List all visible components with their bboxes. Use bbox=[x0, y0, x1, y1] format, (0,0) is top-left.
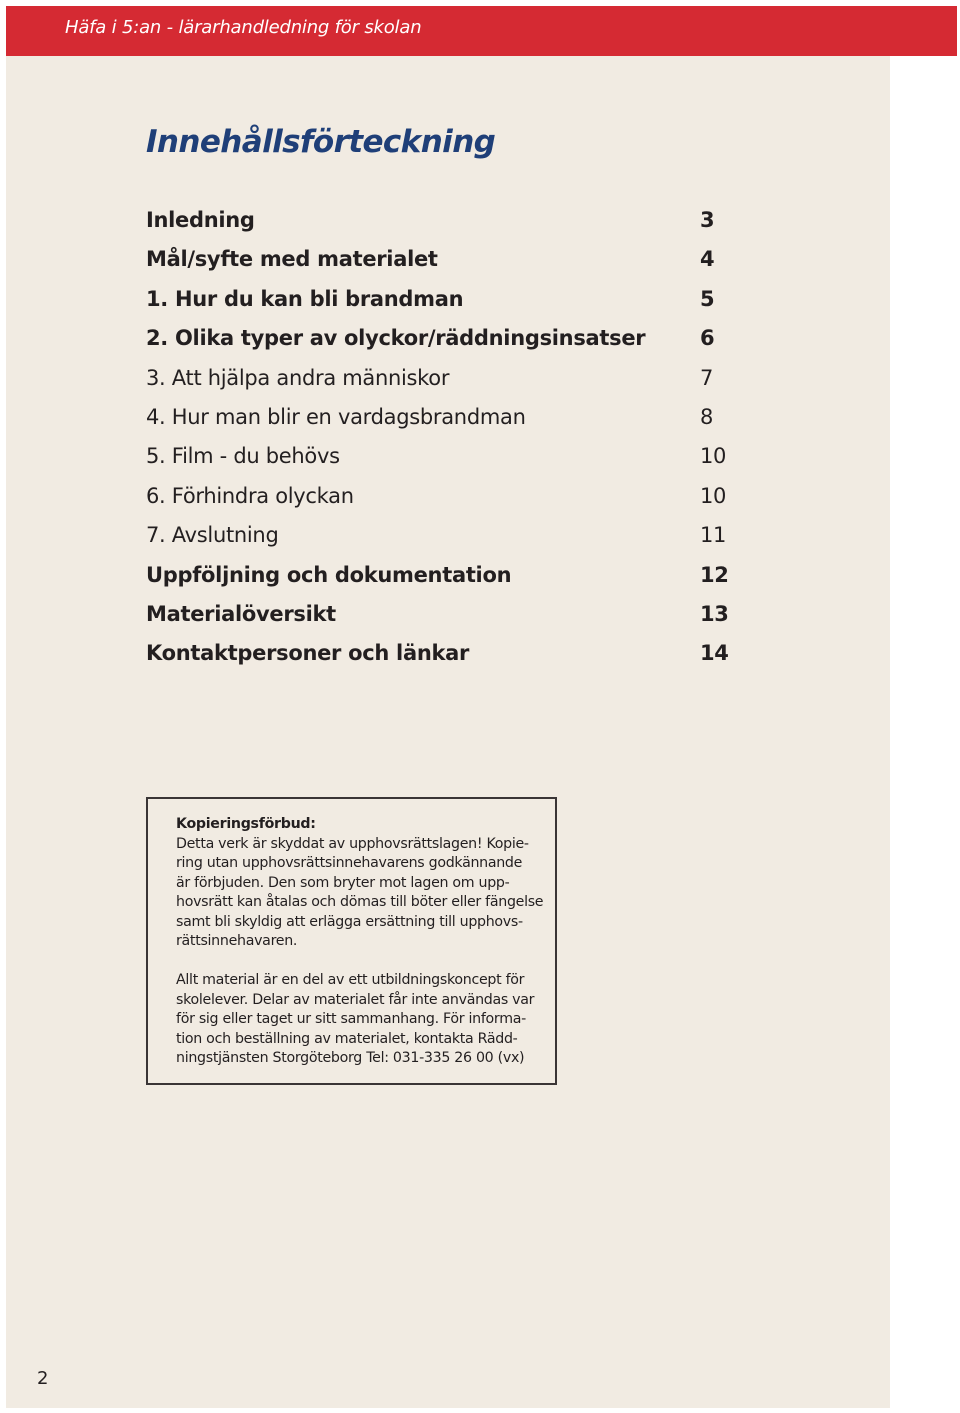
toc-entry-page: 6 bbox=[700, 326, 715, 351]
toc-entry-title: 2. Olika typer av olyckor/räddningsinsatser bbox=[146, 326, 646, 351]
toc-entry-title: 7. Avslutning bbox=[146, 523, 279, 548]
toc-entry-title: 5. Film - du behövs bbox=[146, 444, 340, 469]
toc-entry-title: Inledning bbox=[146, 208, 255, 232]
toc-entry-page: 12 bbox=[700, 562, 729, 587]
toc-entry-chapter-5[interactable] bbox=[146, 437, 726, 476]
toc-entry-page: 4 bbox=[700, 247, 715, 272]
toc-entry-page: 13 bbox=[700, 601, 729, 626]
toc-entry-chapter-7[interactable] bbox=[146, 516, 726, 555]
toc-entry-page: 14 bbox=[700, 641, 729, 666]
toc-entry-title: Materialöversikt bbox=[146, 601, 336, 626]
toc-entry-chapter-2[interactable] bbox=[146, 319, 726, 358]
toc-entry-title: 1. Hur du kan bli brandman bbox=[146, 286, 464, 311]
toc-entry-title: 6. Förhindra olyckan bbox=[146, 483, 354, 508]
material-info-paragraph bbox=[176, 971, 546, 1069]
notice-line: Allt material är en del av ett utbildningskoncept för bbox=[176, 972, 525, 988]
header-title: Häfa i 5:an - lärarhandledning för skolan bbox=[65, 17, 422, 38]
notice-line: tion och beställning av materialet, kontakta Rädd- bbox=[176, 1030, 518, 1047]
toc-entry-title: Kontaktpersoner och länkar bbox=[146, 641, 470, 666]
toc-entry-page: 11 bbox=[700, 523, 727, 548]
toc-list bbox=[146, 201, 729, 674]
toc-entry-page: 5 bbox=[700, 286, 715, 311]
notice-line: Detta verk är skyddat av upphovsrättslagen! Kopie- bbox=[176, 835, 529, 852]
toc-entry-page: 10 bbox=[700, 483, 727, 508]
notice-line: är förbjuden. Den som bryter mot lagen om upp- bbox=[176, 874, 510, 891]
toc-entry-inledning[interactable] bbox=[146, 201, 726, 240]
toc-entry-page: 8 bbox=[700, 404, 714, 429]
copyright-heading: Kopieringsförbud: bbox=[176, 816, 316, 832]
toc-entry-page: 7 bbox=[700, 365, 714, 390]
toc-entry-chapter-3[interactable] bbox=[146, 359, 726, 398]
copyright-notice-box bbox=[146, 797, 557, 1085]
copyright-paragraph bbox=[176, 815, 546, 952]
copyright-notice-text bbox=[176, 815, 546, 1069]
notice-line: skolelever. Delar av materialet får inte användas var bbox=[176, 991, 535, 1008]
toc-entry-materialoversikt[interactable] bbox=[146, 595, 729, 634]
toc-entry-chapter-6[interactable] bbox=[146, 477, 726, 516]
notice-line: hovsrätt kan åtalas och dömas till böter eller fängelse bbox=[176, 894, 544, 910]
notice-line: ningstjänsten Storgöteborg Tel: 031-335 26 00 (vx) bbox=[176, 1050, 525, 1066]
notice-line: rättsinnehavaren. bbox=[176, 933, 298, 949]
toc-entry-title: Mål/syfte med materialet bbox=[146, 247, 438, 272]
toc-entry-chapter-4[interactable] bbox=[146, 398, 726, 437]
toc-entry-chapter-1[interactable] bbox=[146, 280, 726, 319]
toc-entry-page: 10 bbox=[700, 444, 727, 469]
toc-entry-title: Uppföljning och dokumentation bbox=[146, 562, 512, 587]
toc-entry-page: 3 bbox=[700, 208, 715, 232]
notice-line: samt bli skyldig att erlägga ersättning till upphovs- bbox=[176, 913, 523, 930]
toc-heading: Innehållsförteckning bbox=[146, 124, 496, 160]
toc-entry-uppfoljning[interactable] bbox=[146, 556, 729, 595]
notice-line: för sig eller taget ur sitt sammanhang. För informa- bbox=[176, 1011, 526, 1027]
notice-line: ring utan upphovsrättsinnehavarens godkännande bbox=[176, 855, 523, 871]
toc-entry-kontaktpersoner[interactable] bbox=[146, 634, 729, 673]
toc-entry-mal-syfte[interactable] bbox=[146, 240, 726, 279]
toc-entry-title: 4. Hur man blir en vardagsbrandman bbox=[146, 404, 526, 429]
page-number: 2 bbox=[37, 1368, 49, 1389]
toc-entry-title: 3. Att hjälpa andra människor bbox=[146, 365, 450, 390]
